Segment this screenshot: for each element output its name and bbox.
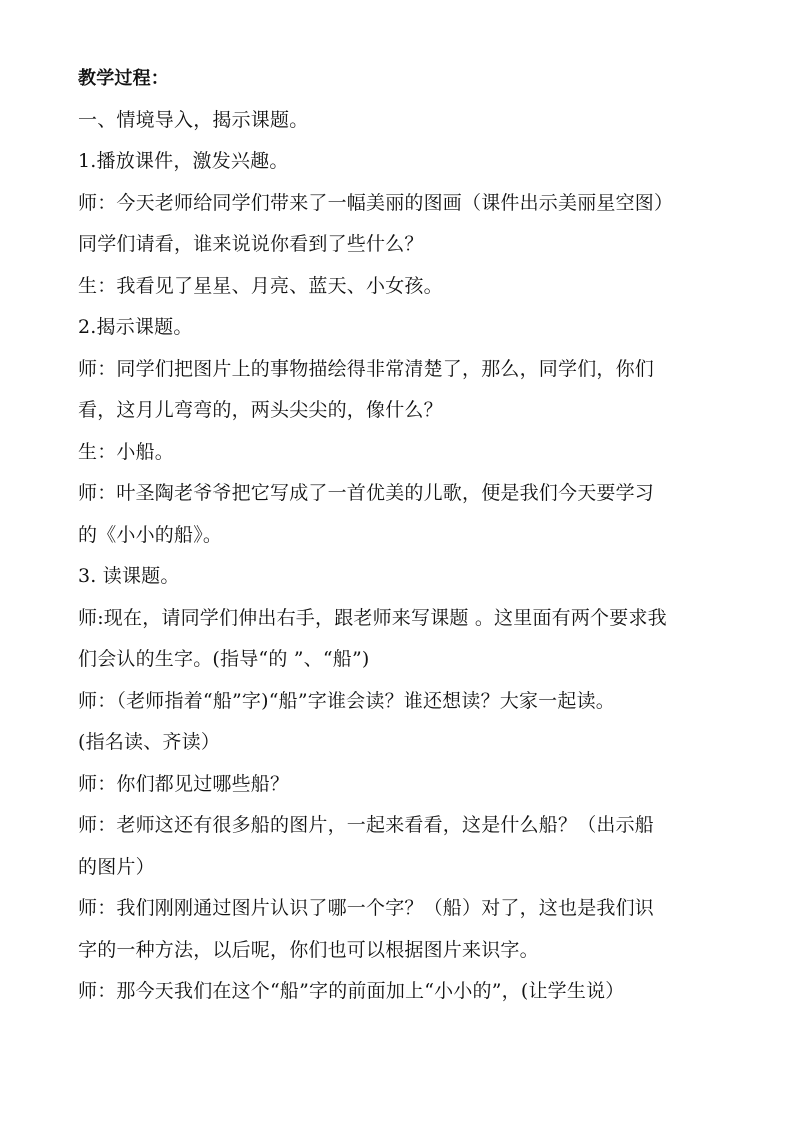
text-line: 师：同学们把图片上的事物描绘得非常清楚了，那么，同学们，你们 xyxy=(78,357,655,380)
text-line: 的《小小的船》。 xyxy=(78,523,223,546)
text-line: 师：我们刚刚通过图片认识了哪一个字？（船）对了，这也是我们识 xyxy=(78,897,655,919)
text-line: 生：我看见了星星、月亮、蓝天、小女孩。 xyxy=(78,274,443,297)
text-line: 师:现在，请同学们伸出右手，跟老师来写课题 。这里面有两个要求我 xyxy=(78,606,667,629)
text-line: 同学们请看，谁来说说你看到了些什么？ xyxy=(78,233,424,255)
text-line: (指名读、齐读） xyxy=(78,731,221,753)
text-line: 3. 读课题。 xyxy=(78,565,180,587)
text-line: 师：老师这还有很多船的图片，一起来看看，这是什么船？（出示船 xyxy=(78,814,655,836)
text-line: 们会认的生字。(指导“的 ”、“船”) xyxy=(78,648,370,670)
text-line: 师：那今天我们在这个“船”字的前面加上“小小的”，(让学生说） xyxy=(78,980,625,1002)
document-body xyxy=(78,58,738,1013)
text-line: 生：小船。 xyxy=(78,440,175,463)
text-line: 2.揭示课题。 xyxy=(78,316,193,338)
text-line: 师：今天老师给同学们带来了一幅美丽的图画（课件出示美丽星空图） xyxy=(78,191,674,214)
text-line: 一、情境导入，揭示课题。 xyxy=(78,108,309,131)
text-line: 字的一种方法，以后呢，你们也可以根据图片来识字。 xyxy=(78,938,539,961)
section-heading: 教学过程： xyxy=(78,68,169,89)
text-line: 看，这月儿弯弯的，两头尖尖的，像什么？ xyxy=(78,399,443,421)
text-line: 师：（老师指着“船”字)“船”字谁会读？谁还想读？大家一起读。 xyxy=(78,689,615,712)
text-line: 师：叶圣陶老爷爷把它写成了一首优美的儿歌，便是我们今天要学习 xyxy=(78,482,655,504)
text-line: 的图片） xyxy=(78,855,155,878)
text-line: 1.播放课件，激发兴趣。 xyxy=(78,150,289,172)
text-line: 师：你们都见过哪些船？ xyxy=(78,772,290,795)
